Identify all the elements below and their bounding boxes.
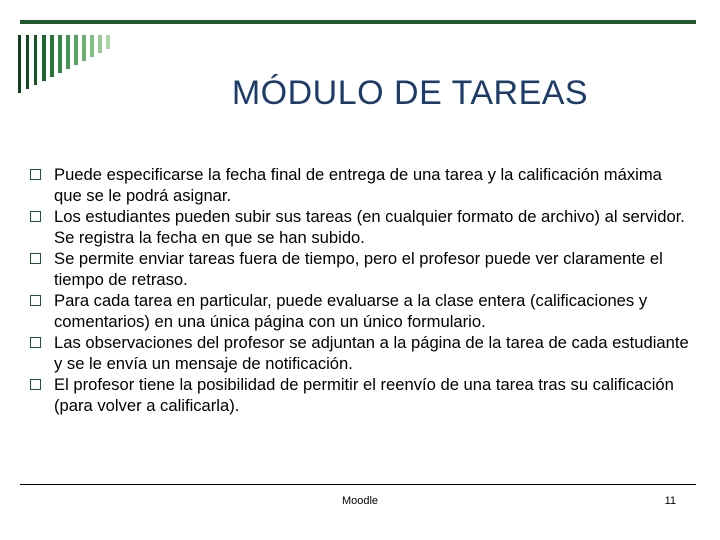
slide-title: MÓDULO DE TAREAS — [231, 74, 589, 112]
bullet-list — [30, 164, 690, 416]
hollow-square-icon — [30, 337, 41, 348]
top-rule — [20, 20, 696, 24]
decorative-bar — [34, 35, 37, 85]
bullet-item — [30, 374, 690, 416]
footer-rule — [20, 484, 696, 485]
decorative-bar — [98, 35, 102, 53]
bullet-item — [30, 290, 690, 332]
hollow-square-icon — [30, 295, 41, 306]
bullet-text: Para cada tarea en particular, puede evaluarse a la clase entera (calificaciones y comentarios) en una única página con un único formulario. — [54, 291, 648, 331]
decorative-bar — [18, 35, 21, 93]
footer-text: Moodle — [341, 495, 379, 507]
bullet-text: Se permite enviar tareas fuera de tiempo, pero el profesor puede ver claramente el tiempo de retraso. — [54, 249, 663, 289]
page-number: 11 — [664, 495, 676, 507]
bullet-item — [30, 248, 690, 290]
hollow-square-icon — [30, 169, 41, 180]
hollow-square-icon — [30, 379, 41, 390]
bullet-item — [30, 332, 690, 374]
bullet-text: El profesor tiene la posibilidad de permitir el reenvío de una tarea tras su calificación (para volver a calificarla). — [54, 375, 674, 415]
decorative-bar — [106, 35, 110, 49]
decorative-bar — [42, 35, 46, 81]
bullet-text: Las observaciones del profesor se adjuntan a la página de la tarea de cada estudiante y se le envía un mensaje de notificación. — [54, 333, 689, 373]
decorative-bar — [74, 35, 78, 65]
hollow-square-icon — [30, 253, 41, 264]
bullet-item — [30, 164, 690, 206]
hollow-square-icon — [30, 211, 41, 222]
decorative-bar — [90, 35, 94, 57]
decorative-bar — [82, 35, 86, 61]
decorative-bar — [26, 35, 29, 89]
decorative-bar — [58, 35, 62, 73]
bullet-item — [30, 206, 690, 248]
decorative-bar — [50, 35, 54, 77]
bullet-text: Los estudiantes pueden subir sus tareas (en cualquier formato de archivo) al servidor. Se registra la fecha en que se han subido. — [54, 207, 685, 247]
decorative-bar — [66, 35, 70, 69]
bullet-text: Puede especificarse la fecha final de entrega de una tarea y la calificación máxima que se le podrá asignar. — [54, 165, 662, 205]
